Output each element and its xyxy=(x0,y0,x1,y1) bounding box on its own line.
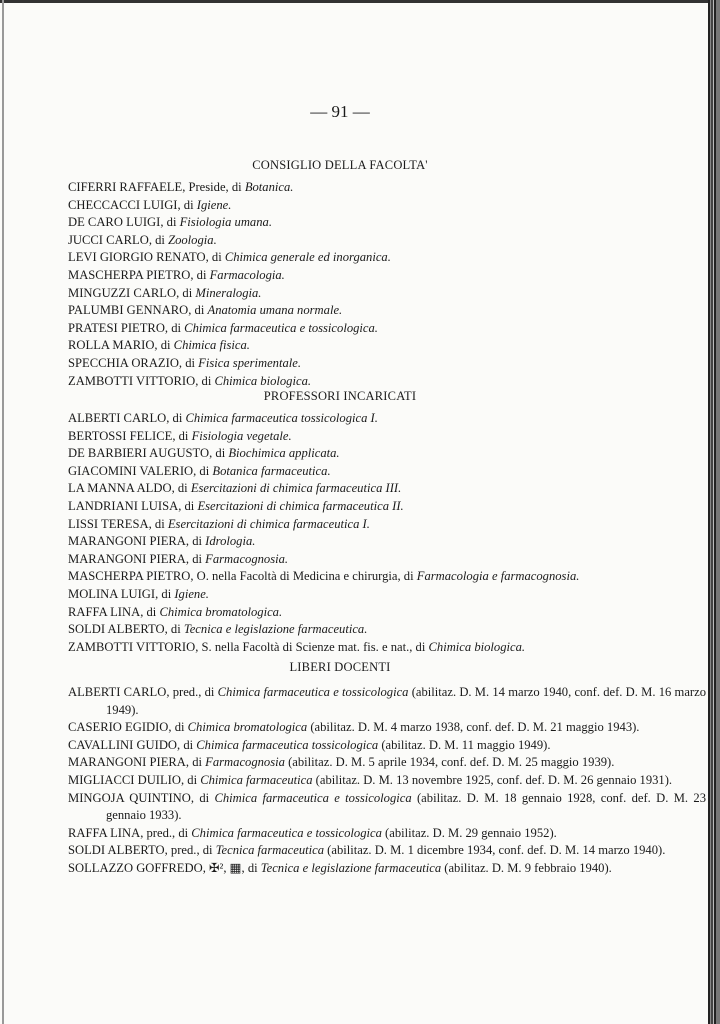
entry-details: (abilitaz. D. M. 9 febbraio 1940). xyxy=(441,860,612,875)
entry-role: , di xyxy=(164,320,185,335)
list-entry xyxy=(68,179,706,197)
entry-name: ALBERTI CARLO xyxy=(68,685,167,699)
entry-role: , di xyxy=(190,790,215,805)
list-entry xyxy=(68,197,706,215)
entry-subject: Chimica farmaceutica e tossicologica xyxy=(191,825,382,840)
entry-subject: Farmacologia. xyxy=(209,267,285,282)
entry-name: LANDRIANI LUISA xyxy=(68,498,179,513)
entry-subject: Anatomia umana normale. xyxy=(207,303,343,318)
entry-role: , di xyxy=(168,720,188,735)
entry-subject: Esercitazioni di chimica farmaceutica III. xyxy=(190,481,402,496)
entry-name: SOLDI ALBERTO xyxy=(68,843,165,858)
entry-name: SPECCHIA ORAZIO xyxy=(68,355,179,370)
entry-role: , pred., di xyxy=(166,685,218,699)
entry-details: (abilitaz. D. M. 1 dicembre 1934, conf. def. D. M. 14 marzo 1940). xyxy=(324,843,666,858)
list-entry xyxy=(68,621,706,639)
entry-role: , Preside, di xyxy=(182,180,245,194)
entry-name: LISSI TERESA xyxy=(68,516,149,531)
entry-subject: Chimica bromatologica. xyxy=(159,604,283,619)
entry-subject: Chimica farmaceutica e tossicologica xyxy=(214,790,412,805)
entry-role: , di xyxy=(178,498,198,513)
entry-role: , ✠², ▦, di xyxy=(202,860,261,875)
entry-subject: Chimica biologica. xyxy=(428,639,526,654)
entry-details: (abilitaz. D. M. 29 gennaio 1952). xyxy=(381,825,557,840)
entry-role: , di xyxy=(177,197,197,212)
entry-subject: Chimica farmaceutica e tossicologica. xyxy=(184,320,378,335)
entry-role: , pred., di xyxy=(140,825,192,840)
entry-subject: Fisiologia umana. xyxy=(179,215,272,230)
entry-name: CAVALLINI GUIDO xyxy=(68,737,178,752)
entry-subject: Biochimica applicata. xyxy=(228,446,340,461)
list-entry xyxy=(68,639,706,657)
entry-details: (abilitaz. D. M. 11 maggio 1949). xyxy=(378,737,551,752)
list-entry xyxy=(68,842,706,860)
entry-role: , di xyxy=(180,772,201,787)
entry-role: , di xyxy=(172,428,192,443)
entry-name: SOLLAZZO GOFFREDO xyxy=(68,860,203,875)
entry-subject: Botanica farmaceutica. xyxy=(212,463,331,478)
entry-name: SOLDI ALBERTO xyxy=(68,622,165,637)
entry-name: DE BARBIERI AUGUSTO xyxy=(68,446,210,461)
entry-subject: Esercitazioni di chimica farmaceutica I. xyxy=(167,516,370,531)
entry-role: , di xyxy=(205,250,225,265)
entry-subject: Chimica farmaceutica xyxy=(200,772,313,787)
entry-name: CIFERRI RAFFAELE xyxy=(68,180,183,194)
section-heading-consiglio: CONSIGLIO DELLA FACOLTA' xyxy=(252,158,428,172)
entry-role: , di xyxy=(188,303,208,318)
entry-subject: Fisiologia vegetale. xyxy=(191,428,292,443)
entry-subject: Igiene. xyxy=(174,586,209,601)
list-entry xyxy=(68,463,706,481)
entry-subject: Chimica farmaceutica tossicologica I. xyxy=(185,411,378,425)
entry-name: MARANGONI PIERA xyxy=(68,755,186,770)
entry-details: (abilitaz. D. M. 18 gennaio 1928, conf. def. D. M. 23 gennaio 1933). xyxy=(106,790,706,823)
list-entry xyxy=(68,337,706,355)
list-entry xyxy=(68,684,706,719)
entry-role: , O. nella Facoltà di Medicina e chirurgia, di xyxy=(190,569,417,584)
entry-subject: Tecnica e legislazione farmaceutica. xyxy=(183,622,368,637)
entry-role: , di xyxy=(154,338,174,353)
list-entry xyxy=(68,355,706,373)
list-entry xyxy=(68,604,706,622)
entry-name: MOLINA LUIGI xyxy=(68,586,156,601)
section-list-liberi-docenti xyxy=(68,684,706,878)
list-entry xyxy=(68,214,706,232)
list-entry xyxy=(68,551,706,569)
list-entry xyxy=(68,586,706,604)
entry-details: (abilitaz. D. M. 13 novembre 1925, conf. def. D. M. 26 gennaio 1931). xyxy=(312,772,673,787)
entry-subject: Chimica farmaceutica e tossicologica xyxy=(217,685,409,699)
list-entry xyxy=(68,320,706,338)
entry-name: ZAMBOTTI VITTORIO xyxy=(68,639,196,654)
entry-subject: Tecnica farmaceutica xyxy=(215,843,325,858)
entry-role: , S. nella Facoltà di Scienze mat. fis. e nat., di xyxy=(195,639,429,654)
entry-details: (abilitaz. D. M. 5 aprile 1934, conf. def. D. M. 25 maggio 1939). xyxy=(284,755,615,770)
list-entry xyxy=(68,772,706,790)
list-entry xyxy=(68,267,706,285)
entry-name: CASERIO EGIDIO xyxy=(68,720,169,735)
entry-subject: Idrologia. xyxy=(205,534,256,549)
entry-role: , pred., di xyxy=(164,843,216,858)
section-heading-liberi-docenti: LIBERI DOCENTI xyxy=(289,660,391,674)
book-spine-edge xyxy=(708,0,720,1024)
entry-subject: Farmacognosia. xyxy=(205,551,289,566)
entry-role: , di xyxy=(178,355,199,370)
entry-role: , di xyxy=(185,755,206,770)
entry-name: MINGOJA QUINTINO xyxy=(68,790,191,805)
list-entry xyxy=(68,825,706,843)
entry-name: MASCHERPA PIETRO xyxy=(68,569,191,584)
entry-name: ROLLA MARIO xyxy=(68,338,155,353)
list-entry xyxy=(68,790,706,825)
entry-role: , di xyxy=(190,267,210,282)
list-entry xyxy=(68,373,706,391)
entry-role: , di xyxy=(140,604,160,619)
list-entry xyxy=(68,568,706,586)
entry-name: PRATESI PIETRO xyxy=(68,320,165,335)
scan-top-edge xyxy=(0,0,720,3)
entry-subject: Esercitazioni di chimica farmaceutica II. xyxy=(197,498,404,513)
entry-name: RAFFA LINA xyxy=(68,604,141,619)
entry-subject: Chimica biologica. xyxy=(214,373,312,388)
list-entry xyxy=(68,445,706,463)
list-entry xyxy=(68,860,706,878)
entry-role: , di xyxy=(148,232,169,247)
entry-name: DE CARO LUIGI xyxy=(68,215,161,230)
entry-name: BERTOSSI FELICE xyxy=(68,428,173,443)
entry-name: PALUMBI GENNARO xyxy=(68,303,189,318)
list-entry xyxy=(68,428,706,446)
entry-role: , di xyxy=(166,411,186,425)
entry-name: MINGUZZI CARLO xyxy=(68,285,177,300)
entry-subject: Chimica farmaceutica tossicologica xyxy=(196,737,379,752)
entry-subject: Tecnica e legislazione farmaceutica xyxy=(260,860,442,875)
entry-role: , di xyxy=(176,285,196,300)
list-entry xyxy=(68,249,706,267)
entry-name: JUCCI CARLO xyxy=(68,232,149,247)
entry-subject: Zoologia. xyxy=(168,232,217,247)
entry-subject: Chimica fisica. xyxy=(173,338,250,353)
list-entry xyxy=(68,719,706,737)
page-number: — 91 — xyxy=(310,102,370,121)
entry-role: , di xyxy=(148,516,168,531)
list-entry xyxy=(68,285,706,303)
list-entry xyxy=(68,533,706,551)
entry-name: CHECCACCI LUIGI xyxy=(68,197,178,212)
entry-name: MASCHERPA PIETRO xyxy=(68,267,191,282)
section-list-consiglio xyxy=(68,179,706,390)
entry-name: MARANGONI PIERA xyxy=(68,534,186,549)
entry-details: (abilitaz. D. M. 4 marzo 1938, conf. def. D. M. 21 maggio 1943). xyxy=(307,720,640,735)
entry-role: , di xyxy=(193,463,213,478)
entry-role: , di xyxy=(177,737,197,752)
entry-subject: Botanica. xyxy=(244,180,294,194)
list-entry xyxy=(68,754,706,772)
entry-role: , di xyxy=(171,481,191,496)
entry-name: LEVI GIORGIO RENATO xyxy=(68,250,206,265)
entry-name: RAFFA LINA xyxy=(68,825,141,840)
entry-role: , di xyxy=(164,622,184,637)
scan-left-edge xyxy=(2,0,4,1024)
list-entry xyxy=(68,302,706,320)
entry-role: , di xyxy=(155,586,175,601)
entry-name: GIACOMINI VALERIO xyxy=(68,463,194,478)
entry-subject: Chimica bromatologica xyxy=(187,720,308,735)
entry-subject: Fisica sperimentale. xyxy=(198,355,302,370)
entry-name: LA MANNA ALDO xyxy=(68,481,172,496)
entry-name: MIGLIACCI DUILIO xyxy=(68,772,181,787)
entry-name: MARANGONI PIERA xyxy=(68,551,186,566)
entry-role: , di xyxy=(160,215,180,230)
list-entry xyxy=(68,737,706,755)
entry-subject: Chimica generale ed inorganica. xyxy=(224,250,391,265)
section-heading-incaricati: PROFESSORI INCARICATI xyxy=(263,389,417,403)
entry-subject: Farmacologia e farmacognosia. xyxy=(416,569,580,584)
entry-details: (abilitaz. D. M. 14 marzo 1940, conf. def. D. M. 16 marzo 1949). xyxy=(106,685,706,717)
list-entry xyxy=(68,480,706,498)
list-entry xyxy=(68,232,706,250)
list-entry xyxy=(68,516,706,534)
entry-role: , di xyxy=(195,373,215,388)
list-entry xyxy=(68,498,706,516)
entry-name: ALBERTI CARLO xyxy=(68,411,167,425)
entry-role: , di xyxy=(185,534,206,549)
entry-role: , di xyxy=(209,446,229,461)
entry-subject: Mineralogia. xyxy=(195,285,262,300)
section-list-incaricati xyxy=(68,410,706,656)
entry-role: , di xyxy=(185,551,206,566)
entry-name: ZAMBOTTI VITTORIO xyxy=(68,373,196,388)
entry-subject: Farmacognosia xyxy=(205,755,285,770)
list-entry xyxy=(68,410,706,428)
entry-subject: Igiene. xyxy=(196,197,232,212)
